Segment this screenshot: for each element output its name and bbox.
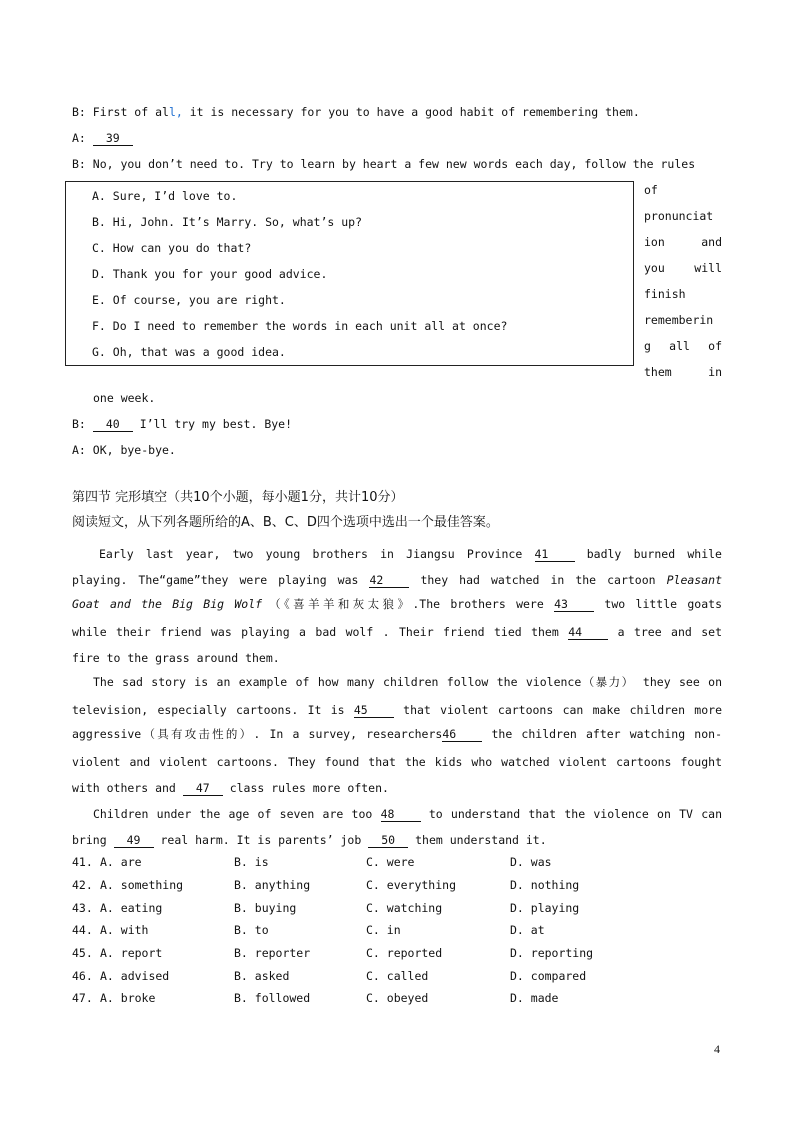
option-b: B. Hi, John. It’s Marry. So, what’s up? <box>92 215 363 229</box>
blank-39[interactable]: 39 <box>93 132 133 146</box>
passage-line: fire to the grass around them. <box>72 651 280 665</box>
choice-b[interactable]: B. anything <box>234 878 311 892</box>
choice-c[interactable]: C. watching <box>366 901 443 915</box>
dialogue-continuation: one week. <box>93 391 156 405</box>
side-text-line: them in <box>644 365 722 379</box>
option-e: E. Of course, you are right. <box>92 293 286 307</box>
blank-49[interactable]: 49 <box>114 834 154 848</box>
question-number: 46. <box>72 969 93 983</box>
option-a: A. Sure, I’d love to. <box>92 189 238 203</box>
passage-line: Early last year, two young brothers in Jiangsu Province 41 badly burned while <box>99 547 722 561</box>
side-text-line: you will <box>644 261 722 275</box>
choice-a[interactable]: A. broke <box>100 991 156 1005</box>
side-text-line: rememberin <box>644 313 714 327</box>
choice-d[interactable]: D. made <box>510 991 559 1005</box>
side-text-line: g all of <box>644 339 722 353</box>
choice-a[interactable]: A. are <box>100 855 142 869</box>
choice-b[interactable]: B. asked <box>234 969 290 983</box>
option-g: G. Oh, that was a good idea. <box>92 345 286 359</box>
choice-d[interactable]: D. was <box>510 855 552 869</box>
blank-42[interactable]: 42 <box>369 574 409 588</box>
dialogue-line-a1: A: 39 <box>72 131 133 146</box>
side-text-line: of <box>644 183 658 197</box>
blank-50[interactable]: 50 <box>368 834 408 848</box>
passage-line: with others and 47 class rules more often. <box>72 781 389 795</box>
blank-45[interactable]: 45 <box>354 704 394 718</box>
choice-b[interactable]: B. followed <box>234 991 311 1005</box>
dialogue-line-b3: B: 40 I’ll try my best. Bye! <box>72 417 293 431</box>
choice-a[interactable]: A. eating <box>100 901 163 915</box>
choice-b[interactable]: B. is <box>234 855 269 869</box>
choice-b[interactable]: B. to <box>234 923 269 937</box>
question-number: 43. <box>72 901 93 915</box>
blank-43[interactable]: 43 <box>554 598 594 612</box>
choice-d[interactable]: D. nothing <box>510 878 580 892</box>
question-number: 45. <box>72 946 93 960</box>
section-instruction: 阅读短文，从下列各题所给的A、B、C、D四个选项中选出一个最佳答案。 <box>72 515 499 530</box>
choice-c[interactable]: C. in <box>366 923 401 937</box>
choice-a[interactable]: A. something <box>100 878 184 892</box>
choice-a[interactable]: A. advised <box>100 969 170 983</box>
choice-b[interactable]: B. buying <box>234 901 297 915</box>
question-number: 47. <box>72 991 93 1005</box>
option-f: F. Do I need to remember the words in each unit all at once? <box>92 319 508 333</box>
question-number: 44. <box>72 923 93 937</box>
option-c: C. How can you do that? <box>92 241 252 255</box>
passage-line: Children under the age of seven are too 48 to understand that the violence on TV can <box>93 807 722 821</box>
dialogue-line-b1: B: First of all, it is necessary for you to have a good habit of remembering them. <box>72 105 640 119</box>
passage-line: aggressive（具有攻击性的）. In a survey, researchers46 the children after watching non- <box>72 727 723 741</box>
passage-line: bring 49 real harm. It is parents’ job 50 them understand it. <box>72 833 547 847</box>
choice-b[interactable]: B. reporter <box>234 946 311 960</box>
dialogue-line-a3: A: OK, bye-bye. <box>72 443 176 457</box>
blank-40[interactable]: 40 <box>93 418 133 432</box>
choice-a[interactable]: A. report <box>100 946 163 960</box>
choice-c[interactable]: C. reported <box>366 946 443 960</box>
choice-d[interactable]: D. compared <box>510 969 587 983</box>
passage-line: Goat and the Big Big Wolf （《喜羊羊和灰太狼》.The brothers were 43 two little goats <box>72 597 723 611</box>
side-text-line: finish <box>644 287 686 301</box>
passage-line: violent and violent cartoons. They found that the kids who watched violent cartoons fought <box>72 755 722 769</box>
choice-d[interactable]: D. reporting <box>510 946 594 960</box>
passage-line: The sad story is an example of how many children follow the violence（暴力） they see on <box>93 675 722 689</box>
section-title: 第四节 完形填空（共10个小题，每小题1分，共计10分） <box>72 490 404 505</box>
option-d: D. Thank you for your good advice. <box>92 267 328 281</box>
page-number: 4 <box>714 1042 720 1056</box>
blank-48[interactable]: 48 <box>381 808 421 822</box>
choice-d[interactable]: D. playing <box>510 901 580 915</box>
choice-c[interactable]: C. called <box>366 969 429 983</box>
choice-c[interactable]: C. everything <box>366 878 457 892</box>
question-number: 42. <box>72 878 93 892</box>
blank-47[interactable]: 47 <box>183 782 223 796</box>
passage-line: playing. The“game”they were playing was 42 they had watched in the cartoon Pleasant <box>72 573 722 587</box>
side-text-line: ion and <box>644 235 722 249</box>
blank-41[interactable]: 41 <box>535 548 575 562</box>
passage-line: while their friend was playing a bad wolf . Their friend tied them 44 a tree and set <box>72 625 722 639</box>
choice-c[interactable]: C. were <box>366 855 415 869</box>
dialogue-line-b2: B: No, you don’t need to. Try to learn by heart a few new words each day, follow the rules <box>72 157 696 171</box>
choice-d[interactable]: D. at <box>510 923 545 937</box>
question-number: 41. <box>72 855 93 869</box>
side-text-line: pronunciat <box>644 209 714 223</box>
passage-line: television, especially cartoons. It is 45 that violent cartoons can make children more <box>72 703 722 717</box>
blank-44[interactable]: 44 <box>568 626 608 640</box>
blank-46[interactable]: 46 <box>442 728 482 742</box>
choice-c[interactable]: C. obeyed <box>366 991 429 1005</box>
choice-a[interactable]: A. with <box>100 923 149 937</box>
